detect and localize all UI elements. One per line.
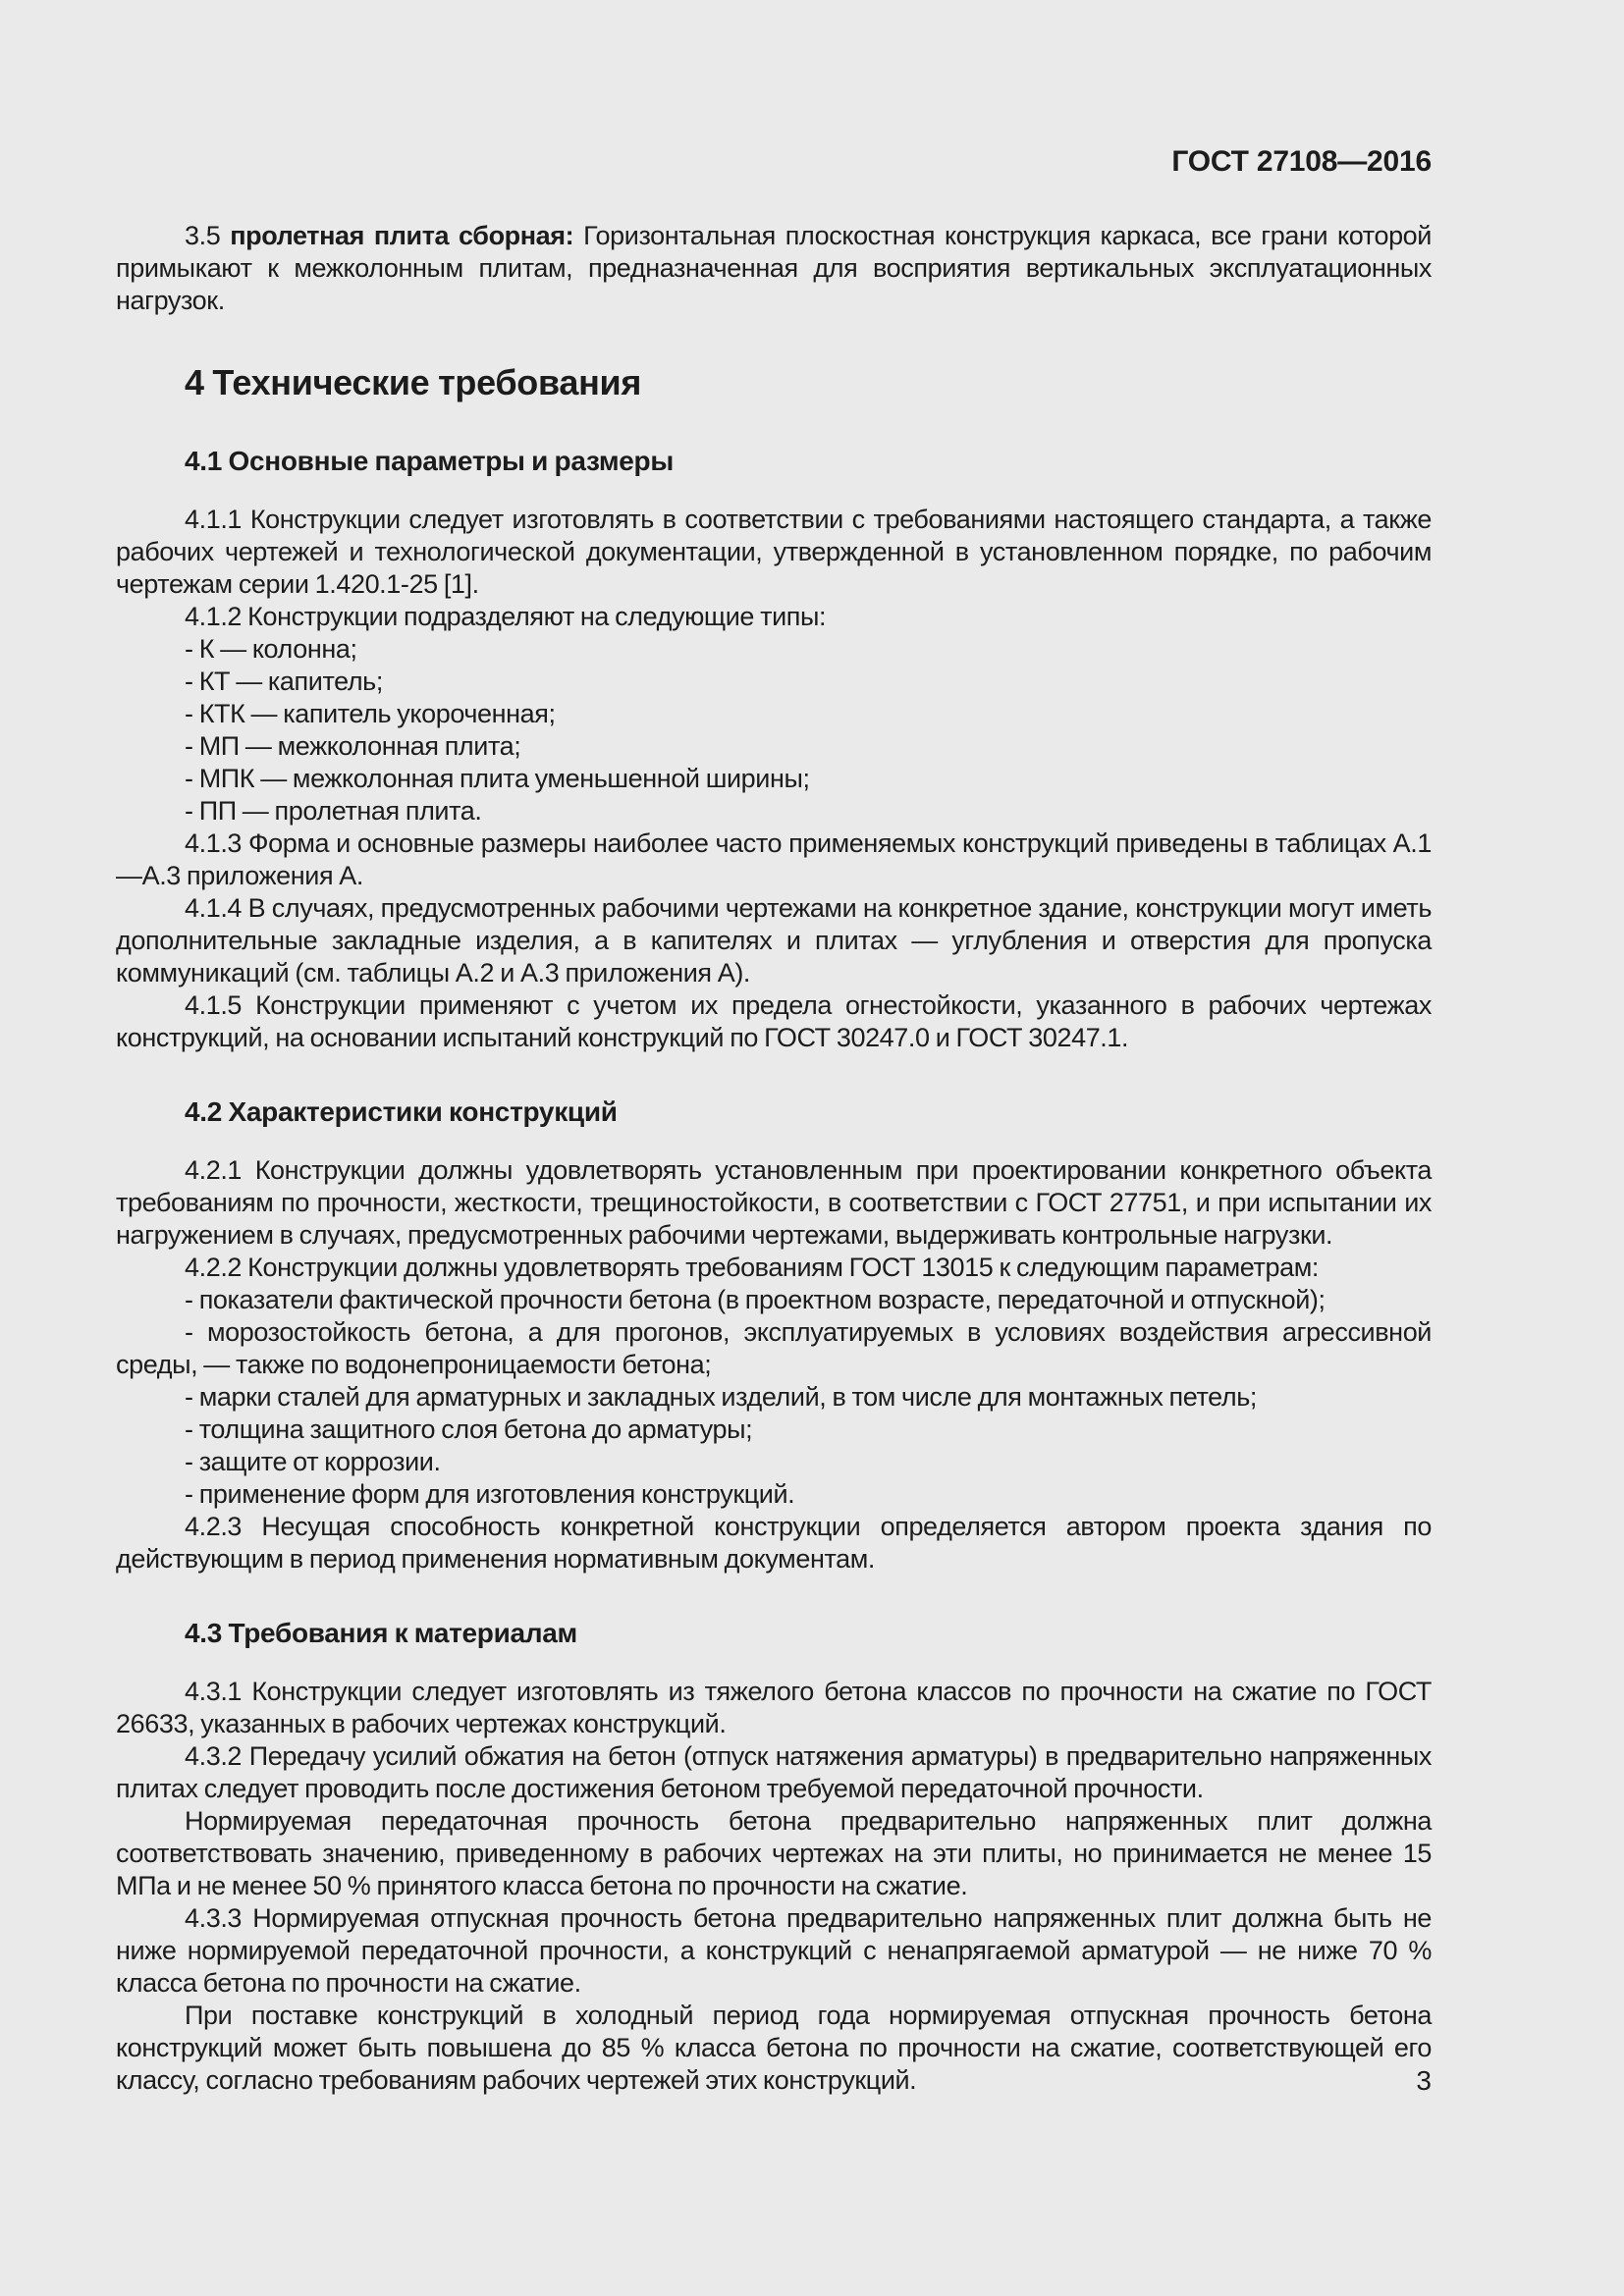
- paragraph-4-3-3: 4.3.3 Нормируемая отпускная прочность бетона предварительно напряженных плит должна быть не ниже нормируемой передаточной прочности, а конструкций с ненапрягаемой арматурой — не ниже 70 % класса бетона по прочности на сжатие.: [116, 1903, 1432, 1998]
- paragraph-4-1-5: 4.1.5 Конструкции применяют с учетом их предела огнестойкости, указанного в рабочих чертежах конструкций, на основании испытаний конструкций по ГОСТ 30247.0 и ГОСТ 30247.1.: [116, 990, 1432, 1052]
- param-list-item: - защите от коррозии.: [185, 1447, 441, 1476]
- paragraph-4-1-3: 4.1.3 Форма и основные размеры наиболее часто применяемых конструкций приведены в таблицах А.1—А.3 приложения А.: [116, 828, 1432, 890]
- section-4-3-heading: 4.3 Требования к материалам: [185, 1618, 577, 1648]
- clause-3-5-number: 3.5: [185, 221, 221, 250]
- paragraph-4-3-2: 4.3.2 Передачу усилий обжатия на бетон (отпуск натяжения арматуры) в предварительно напряженных плитах следует проводить после достижения бетоном требуемой передаточной прочности.: [116, 1741, 1432, 1803]
- document-content: [116, 220, 1432, 2097]
- clause-3-5-paragraph: [116, 220, 1432, 317]
- paragraph-4-3-1: 4.3.1 Конструкции следует изготовлять из тяжелого бетона классов по прочности на сжатие по ГОСТ 26633, указанных в рабочих чертежах конструкций.: [116, 1677, 1432, 1738]
- type-list-item: - КТК — капитель укороченная;: [185, 699, 556, 728]
- paragraph-4-1-2: 4.1.2 Конструкции подразделяют на следующие типы:: [185, 602, 827, 631]
- param-list-item: - морозостойкость бетона, а для прогонов, эксплуатируемых в условиях воздействия агрессивной среды, — также по водонепроницаемости бетона;: [116, 1317, 1432, 1379]
- paragraph-4-2-3: 4.2.3 Несущая способность конкретной конструкции определяется автором проекта здания по действующим в период применения нормативным документам.: [116, 1512, 1432, 1574]
- param-list-item: - показатели фактической прочности бетона (в проектном возрасте, передаточной и отпускной);: [185, 1285, 1326, 1314]
- section-4-2-heading: 4.2 Характеристики конструкций: [185, 1096, 618, 1127]
- param-list-item: - толщина защитного слоя бетона до арматуры;: [185, 1415, 753, 1444]
- page-header: [116, 145, 1432, 179]
- standard-designation: ГОСТ 27108—2016: [1171, 145, 1432, 178]
- type-list-item: - ПП — пролетная плита.: [185, 796, 482, 826]
- section-4-heading: 4 Технические требования: [185, 362, 642, 402]
- type-list-item: - КТ — капитель;: [185, 667, 383, 696]
- paragraph-4-1-4: 4.1.4 В случаях, предусмотренных рабочими чертежами на конкретное здание, конструкции могут иметь дополнительные закладные изделия, а в капителях и плитах — углубления и отверстия для пропуска коммуникаций (см. таблицы А.2 и А.3 приложения А).: [116, 893, 1432, 988]
- clause-3-5-term: пролетная плита сборная:: [230, 221, 574, 250]
- type-list-item: - МПК — межколонная плита уменьшенной ширины;: [185, 764, 810, 793]
- paragraph-4-2-1: 4.2.1 Конструкции должны удовлетворять установленным при проектировании конкретного объекта требованиям по прочности, жесткости, трещиностойкости, в соответствии с ГОСТ 27751, и при испытании их нагружением в случаях, предусмотренных рабочими чертежами, выдерживать контрольные нагрузки.: [116, 1155, 1432, 1250]
- paragraph-4-3-3-cont: При поставке конструкций в холодный период года нормируемая отпускная прочность бетона конструкций может быть повышена до 85 % класса бетона по прочности на сжатие, соответствующей его классу, согласно требованиям рабочих чертежей этих конструкций.: [116, 2001, 1432, 2095]
- param-list-item: - применение форм для изготовления конструкций.: [185, 1479, 795, 1509]
- page-number: [116, 2065, 1432, 2097]
- paragraph-4-3-2-cont: Нормируемая передаточная прочность бетона предварительно напряженных плит должна соответствовать значению, приведенному в рабочих чертежах на эти плиты, но принимается не менее 15 МПа и не менее 50 % принятого класса бетона по прочности на сжатие.: [116, 1806, 1432, 1900]
- section-4-1-heading: 4.1 Основные параметры и размеры: [185, 446, 674, 476]
- type-list-item: - К — колонна;: [185, 634, 357, 664]
- param-list-item: - марки сталей для арматурных и закладных изделий, в том числе для монтажных петель;: [185, 1382, 1258, 1412]
- page-number-value: 3: [1416, 2065, 1432, 2096]
- paragraph-4-1-1: 4.1.1 Конструкции следует изготовлять в соответствии с требованиями настоящего стандарта, а также рабочих чертежей и технологической документации, утвержденной в установленном порядке, по рабочим чертежам серии 1.420.1-25 [1].: [116, 505, 1432, 599]
- paragraph-4-2-2: 4.2.2 Конструкции должны удовлетворять требованиям ГОСТ 13015 к следующим параметрам:: [185, 1253, 1319, 1282]
- clause-3-5-definition: Горизонтальная плоскостная конструкция каркаса, все грани которой примыкают к межколонным плитам, предназначенная для восприятия вертикальных эксплуатационных нагрузок.: [116, 221, 1432, 315]
- type-list-item: - МП — межколонная плита;: [185, 731, 521, 761]
